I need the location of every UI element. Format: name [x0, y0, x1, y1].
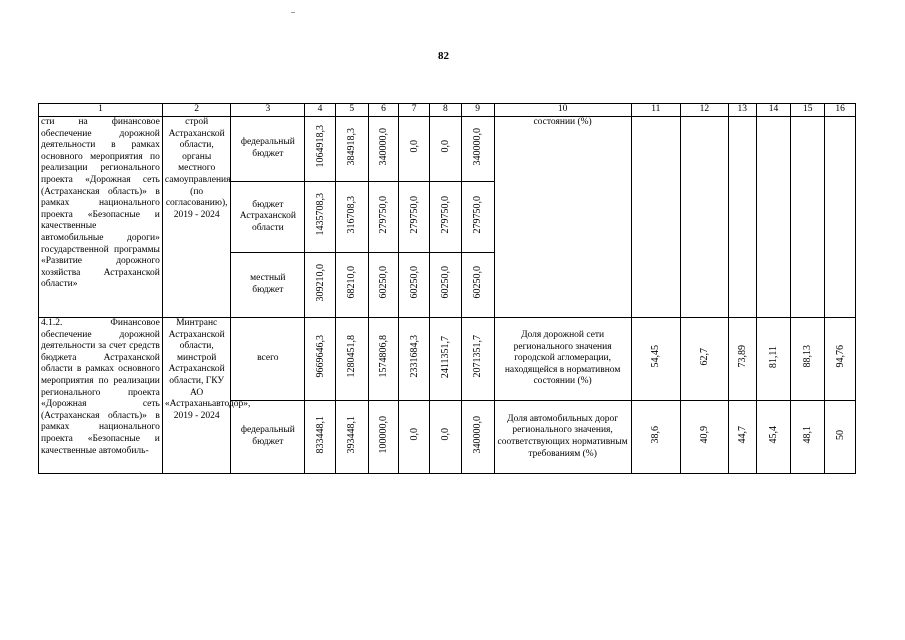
- funding-source: федеральный бюджет: [231, 117, 305, 182]
- target-cell: [680, 117, 728, 318]
- target-cell: [791, 117, 825, 318]
- amount-value: 0,0: [439, 140, 451, 153]
- amount-cell: [305, 253, 336, 318]
- amount-value: 0,0: [408, 140, 420, 153]
- funding-source: бюджет Астраханской области: [231, 182, 305, 253]
- target-value: 48,1: [802, 425, 814, 444]
- scan-mark: [291, 12, 295, 13]
- amount-value: 279750,0: [472, 195, 484, 234]
- page-number: 82: [438, 50, 449, 62]
- amount-cell: [305, 401, 336, 474]
- amount-cell: [368, 318, 399, 401]
- amount-cell: [305, 117, 336, 182]
- amount-value: 833448,1: [314, 415, 326, 454]
- header-cell: 5: [335, 104, 368, 117]
- table-row: [39, 117, 856, 182]
- amount-cell: [368, 253, 399, 318]
- header-cell: 9: [461, 104, 494, 117]
- header-cell: 13: [728, 104, 756, 117]
- amount-value: 1064918,3: [314, 125, 326, 168]
- amount-cell: [335, 117, 368, 182]
- amount-value: 279750,0: [439, 195, 451, 234]
- amount-cell: [335, 182, 368, 253]
- amount-value: 0,0: [439, 428, 451, 441]
- header-cell: 2: [162, 104, 231, 117]
- amount-value: 68210,0: [346, 266, 358, 299]
- target-cell: [680, 318, 728, 401]
- amount-value: 340000,0: [377, 127, 389, 166]
- amount-cell: [399, 182, 430, 253]
- target-cell: [631, 401, 680, 474]
- funding-source: местный бюджет: [231, 253, 305, 318]
- amount-cell: [335, 253, 368, 318]
- amount-cell: [368, 117, 399, 182]
- target-value: 50: [834, 429, 846, 440]
- amount-cell: [368, 182, 399, 253]
- target-cell: [728, 117, 756, 318]
- target-value: 45,4: [767, 425, 779, 444]
- amount-value: 1280451,8: [346, 335, 358, 378]
- amount-cell: [399, 253, 430, 318]
- amount-cell: [368, 401, 399, 474]
- header-cell: 16: [825, 104, 856, 117]
- amount-cell: [461, 182, 494, 253]
- measure-description: сти на финансовое обеспечение дорожной деятельности в рамках основного мероприятия по реализации регионального проекта «Дорожная сеть (Астраханская область)» в рамках национального проекта «Безопасные и качественные автомобильные дороги» государственной программы «Развитие дорожного хозяйства Астраханской области»: [39, 117, 163, 318]
- indicator-name: Доля дорожной сети регионального значения городской агломерации, находящейся в нормативном состоянии (%): [494, 318, 631, 401]
- header-cell: 8: [430, 104, 462, 117]
- amount-cell: [430, 253, 462, 318]
- amount-cell: [461, 318, 494, 401]
- amount-cell: [335, 401, 368, 474]
- target-cell: [756, 318, 791, 401]
- target-value: 44,7: [736, 425, 748, 444]
- amount-value: 309210,0: [314, 263, 326, 302]
- amount-value: 393448,1: [346, 415, 358, 454]
- target-value: 54,45: [650, 345, 662, 368]
- header-cell: 15: [791, 104, 825, 117]
- header-cell: 10: [494, 104, 631, 117]
- table-row: [39, 318, 856, 401]
- funding-source: всего: [231, 318, 305, 401]
- indicator-name: Доля автомобильных дорог регионального значения, соответствующих нормативным требованиям (%): [494, 401, 631, 474]
- amount-value: 2071351,7: [472, 335, 484, 378]
- amount-value: 100000,0: [377, 415, 389, 454]
- amount-value: 316708,3: [346, 195, 358, 234]
- target-value: 94,76: [834, 345, 846, 368]
- amount-value: 1435708,3: [314, 193, 326, 236]
- amount-cell: [430, 182, 462, 253]
- funding-source: федеральный бюджет: [231, 401, 305, 474]
- amount-value: 60250,0: [377, 266, 389, 299]
- amount-cell: [430, 401, 462, 474]
- header-cell: 4: [305, 104, 336, 117]
- amount-value: 2411351,7: [439, 335, 451, 378]
- amount-cell: [399, 117, 430, 182]
- target-value: 73,89: [736, 345, 748, 368]
- header-cell: 7: [399, 104, 430, 117]
- amount-value: 384918,3: [346, 127, 358, 166]
- target-cell: [728, 318, 756, 401]
- target-value: 62,7: [698, 347, 710, 366]
- amount-value: 2331684,3: [408, 335, 420, 378]
- amount-cell: [399, 318, 430, 401]
- header-cell: 1: [39, 104, 163, 117]
- amount-value: 279750,0: [377, 195, 389, 234]
- target-cell: [756, 401, 791, 474]
- amount-cell: [305, 318, 336, 401]
- target-cell: [825, 401, 856, 474]
- target-cell: [728, 401, 756, 474]
- amount-value: 279750,0: [408, 195, 420, 234]
- target-cell: [631, 318, 680, 401]
- header-cell: 14: [756, 104, 791, 117]
- header-cell: 12: [680, 104, 728, 117]
- amount-value: 60250,0: [408, 266, 420, 299]
- amount-value: 60250,0: [439, 266, 451, 299]
- budget-table: [38, 103, 856, 474]
- responsible-executor: строй Астраханской области, органы местного самоуправления (по согласованию), 2019 - 2024: [162, 117, 231, 318]
- amount-value: 340000,0: [472, 415, 484, 454]
- header-cell: 11: [631, 104, 680, 117]
- amount-cell: [399, 401, 430, 474]
- target-value: 81,11: [767, 345, 779, 368]
- amount-cell: [305, 182, 336, 253]
- amount-cell: [461, 253, 494, 318]
- amount-value: 60250,0: [472, 266, 484, 299]
- header-cell: 3: [231, 104, 305, 117]
- target-value: 88,13: [802, 345, 814, 368]
- target-cell: [680, 401, 728, 474]
- header-cell: 6: [368, 104, 399, 117]
- amount-value: 1574806,8: [377, 335, 389, 378]
- target-value: 38,6: [650, 425, 662, 444]
- amount-cell: [461, 401, 494, 474]
- responsible-executor: Минтранс Астраханской области, минстрой Астраханской области, ГКУ АО «Астраханьавтодор», 2019 - 2024: [162, 318, 231, 474]
- target-cell: [791, 401, 825, 474]
- indicator-name: состоянии (%): [494, 117, 631, 318]
- amount-value: 340000,0: [472, 127, 484, 166]
- amount-value: 0,0: [408, 428, 420, 441]
- header-row: [39, 104, 856, 117]
- amount-cell: [430, 318, 462, 401]
- target-cell: [825, 318, 856, 401]
- target-cell: [631, 117, 680, 318]
- target-value: 40,9: [698, 425, 710, 444]
- amount-value: 9669646,3: [314, 335, 326, 378]
- amount-cell: [335, 318, 368, 401]
- target-cell: [756, 117, 791, 318]
- amount-cell: [461, 117, 494, 182]
- target-cell: [825, 117, 856, 318]
- amount-cell: [430, 117, 462, 182]
- target-cell: [791, 318, 825, 401]
- measure-description: 4.1.2. Финансовое обеспечение дорожной деятельности за счет средств бюджета Астраханской области в рамках основного мероприятия по реализации регионального проекта «Дорожная сеть (Астраханская область)» в рамках национального проекта «Безопасные и качественные автомобиль-: [39, 318, 163, 474]
